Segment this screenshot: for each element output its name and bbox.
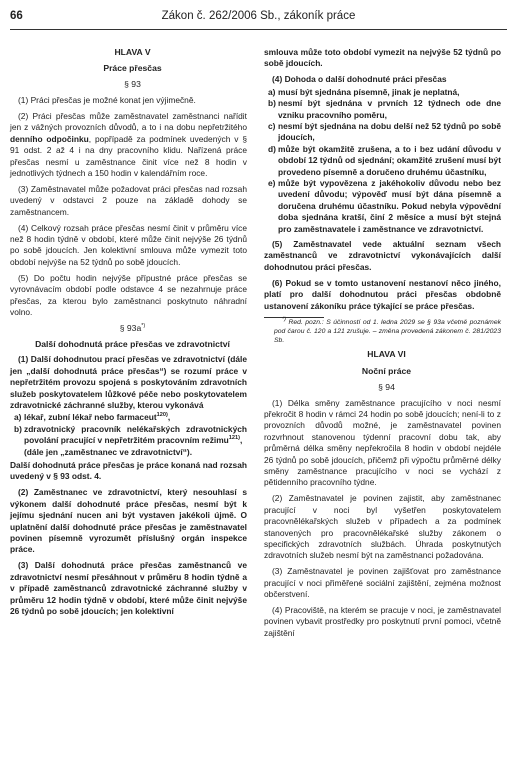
paragraph: (3) Zaměstnavatel může požadovat práci přesčas nad rozsah uvedený v odstavci 2 pouze na základě dohody se zaměstnancem. bbox=[10, 183, 247, 217]
list-item: a) musí být sjednána písemně, jinak je neplatná, bbox=[268, 86, 460, 97]
header-rule bbox=[10, 29, 507, 30]
chapter-heading: HLAVA VI bbox=[367, 349, 406, 360]
paragraph: (1) Práci přesčas je možné konat jen výjimečně. bbox=[18, 95, 196, 106]
chapter-heading: HLAVA V bbox=[114, 47, 151, 57]
paragraph: (2) Zaměstnavatel je povinen zajistit, aby zaměstnanec pracující v noci byl vyšetřen poskytovatelem pracovnělékařských služeb v případech a za podmínek stanovených pro pracovnělékařské služby zákonem o specifických zdravotních službách. Úhrada poskytnutých zdravotních služeb nesmí být na zaměstnanci požadována. bbox=[264, 493, 501, 561]
chapter-title: Noční práce bbox=[361, 365, 412, 376]
paragraph: (2) Zaměstnanec ve zdravotnictví, který nesouhlasí s výkonem další dohodnuté práce přesčas, nesmí být k jejímu sjednání nucen ani být vystaven jakékoli újmě. O uplatnění další dohodnuté práce přesčas je zaměstnavatel povinen písemně vyrozumět příslušný orgán inspekce práce. bbox=[10, 487, 247, 555]
right-column bbox=[264, 40, 501, 644]
section-number: § 94 bbox=[378, 381, 395, 392]
section-title: Další dohodnutá práce přesčas ve zdravotnictví bbox=[35, 338, 230, 349]
section-number: § 93 bbox=[124, 79, 141, 90]
paragraph: (3) Další dohodnutá práce přesčas zaměstnanců ve zdravotnictví nesmí přesáhnout v průměru 8 hodin týdně a v případě zaměstnanců zdravotnické záchranné služby v průměru 12 hodin týdně v období, které může činit nejvýše 26 týdnů po sobě jdoucích; jen kolektivní bbox=[10, 560, 247, 616]
paragraph: (3) Zaměstnavatel je povinen zajišťovat pro zaměstnance pracující v noci přiměřené sociální zajištění, zejména možnost občerstvení. bbox=[264, 566, 501, 600]
paragraph: (4) Celkový rozsah práce přesčas nesmí činit v průměru více než 8 hodin týdně v období, které může činit nejvýše 26 týdnů po sobě jdoucích. Jen kolektivní smlouva může vymezit toto období nejvýše na 52 týdnů po sobě jdoucích. bbox=[10, 222, 247, 267]
page-number: 66 bbox=[10, 10, 23, 22]
paragraph: (dále jen „zaměstnanec ve zdravotnictví“). bbox=[24, 446, 193, 457]
list-item: b) nesmí být sjednána v prvních 12 týdnech ode dne vzniku pracovního poměru, bbox=[268, 98, 501, 120]
chapter-title: Práce přesčas bbox=[103, 63, 162, 74]
list-item: c) nesmí být sjednána na dobu delší než 52 týdnů po sobě jdoucích, bbox=[268, 120, 501, 143]
paragraph: (4) Pracoviště, na kterém se pracuje v noci, je zaměstnavatel povinen vybavit prostředky pro poskytnutí první pomoci, včetně zajištění bbox=[264, 604, 501, 638]
paragraph: (1) Další dohodnutou prací přesčas ve zdravotnictví (dále jen „další dohodnutá práce přesčas“) se rozumí práce v nepřetržitém provozu spojená s poskytováním zdravotních služeb poskytovatelem lůžkové péče nebo poskytovatelem zdravotnické záchranné služby, kterou vykonává bbox=[10, 354, 247, 411]
paragraph: (6) Pokud se v tomto ustanovení nestanoví něco jiného, platí pro další dohodnutou práci přesčas obdobně ustanovení zákoníku práce týkající se práce přesčas. bbox=[264, 277, 501, 311]
paragraph: (4) Dohoda o další dohodnuté práci přesčas bbox=[272, 74, 447, 85]
list-item: b) zdravotnický pracovník nelékařských zdravotnických povolání pracující v nepřetržitém pracovním režimu$^{121)}$, bbox=[14, 423, 247, 446]
paragraph: (5) Do počtu hodin nejvýše přípustné práce přesčas se vyrovnávacím období podle odstavce 4 se nezahrnuje práce přesčas, za kterou bylo zaměstnanci poskytnuto náhradní volno. bbox=[10, 272, 247, 317]
page-header-title: Zákon č. 262/2006 Sb., zákoník práce bbox=[161, 10, 356, 22]
paragraph: (1) Délka směny zaměstnance pracujícího v noci nesmí překročit 8 hodin v rámci 24 hodin po sobě jdoucích; není-li to z provozních důvodů možné, je zaměstnavatel povinen rozvrhnout stanovenou týdenní pracovní dobu tak, aby průměrná délka směny nepřekročila 8 hodin v období nejdéle 26 týdnů po sobě jdoucích, přičemž při výpočtu průměrné délky směny zaměstnance pracujícího v noci se vychází z pětidenního pracovního týdne. bbox=[264, 397, 501, 488]
paragraph: (2) Práci přesčas může zaměstnavatel zaměstnanci nařídit jen z vážných provozních důvodů, a to i na dobu nepřetržitého denního odpočinku, popřípadě za podmínek uvedených v § 91 odst. 2 až 4 i na dny pracovního klidu. Nařízená práce přesčas nesmí u zaměstnance činit více než 8 hodin v jednotlivých týdnech a 150 hodin v kalendářním roce. bbox=[10, 111, 247, 179]
list-item: a) lékař, zubní lékař nebo farmaceut$^{120)}$, bbox=[14, 412, 171, 423]
running-header bbox=[0, 0, 517, 40]
section-number: § 93a*) bbox=[119, 322, 146, 333]
left-column bbox=[10, 40, 247, 622]
footnote: *) Red. pozn.: S účinností od 1. ledna 2029 se § 93a včetně poznámek pod čarou č. 120 a 121 zrušuje. – změna provedená zákonem č. 281/2023 Sb. bbox=[274, 316, 501, 344]
paragraph: smlouva může toto období vymezit na nejvýše 52 týdnů po sobě jdoucích. bbox=[264, 47, 501, 69]
paragraph: Další dohodnutá práce přesčas je práce konaná nad rozsah uvedený v § 93 odst. 4. bbox=[10, 460, 247, 482]
paragraph: (5) Zaměstnavatel vede aktuální seznam všech zaměstnanců ve zdravotnictví vykonávajících další dohodnutou práci přesčas. bbox=[264, 239, 501, 272]
list-item: d) může být okamžitě zrušena, a to i bez udání důvodu v období 12 týdnů od sjednání; okamžité zrušení musí být provedeno písemně a doručeno druhému účastníku, bbox=[268, 143, 501, 177]
list-item: e) může být vypovězena z jakéhokoliv důvodu nebo bez uvedení důvodu; výpověď musí být dána písemně a doručena druhému účastníku. Pokud nebyla výpovědní doba sjednána kratší, činí 2 měsíce a musí být stejná pro zaměstnavatele i zaměstnance ve zdravotnictví. bbox=[268, 177, 501, 234]
